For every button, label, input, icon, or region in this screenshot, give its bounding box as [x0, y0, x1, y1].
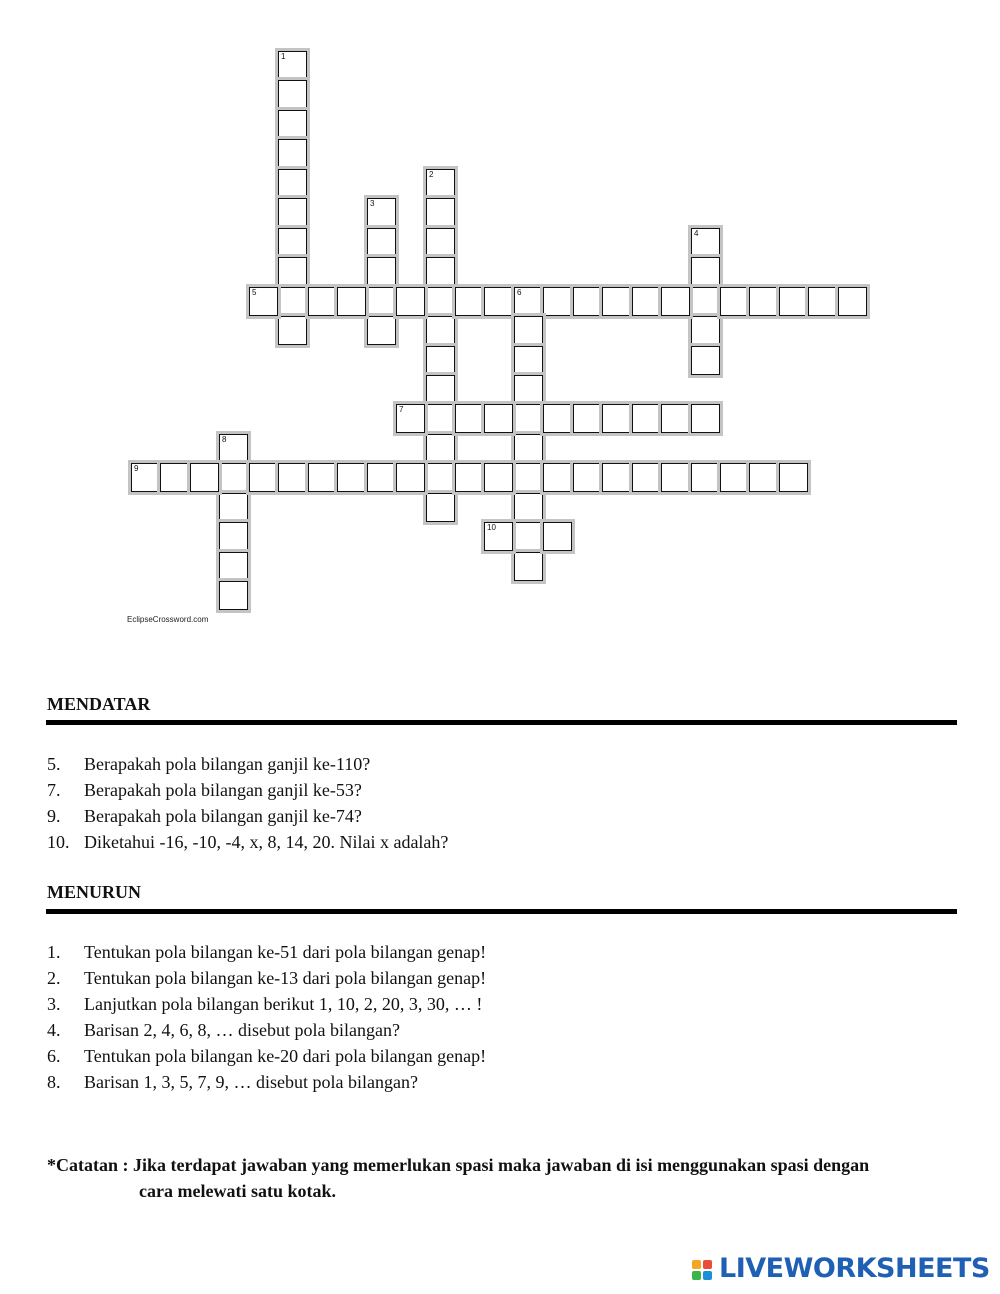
- crossword-cell[interactable]: [219, 434, 248, 463]
- crossword-cell[interactable]: [278, 257, 307, 286]
- clue-text: Barisan 1, 3, 5, 7, 9, … disebut pola bilangan?: [84, 1072, 418, 1092]
- crossword-cell[interactable]: [278, 110, 307, 139]
- crossword-cell[interactable]: [308, 463, 337, 492]
- clue-number: 4.: [47, 1020, 61, 1040]
- clue-number: 10.: [47, 832, 70, 852]
- crossword-cell[interactable]: [426, 493, 455, 522]
- crossword-cell[interactable]: [573, 404, 602, 433]
- clue-item: [47, 829, 448, 855]
- crossword-cell[interactable]: [720, 287, 749, 316]
- crossword-cell[interactable]: [455, 463, 484, 492]
- crossword-cell[interactable]: [396, 287, 425, 316]
- crossword-cell[interactable]: [543, 287, 572, 316]
- note-line-2: cara melewati satu kotak.: [139, 1181, 336, 1201]
- clue-item: [47, 1043, 486, 1069]
- crossword-cell[interactable]: [426, 316, 455, 345]
- crossword-cell[interactable]: [278, 139, 307, 168]
- crossword-cell[interactable]: [484, 287, 513, 316]
- clue-text: Berapakah pola bilangan ganjil ke-110?: [84, 754, 371, 774]
- crossword-cell[interactable]: [278, 316, 307, 345]
- crossword-cell[interactable]: [337, 287, 366, 316]
- crossword-cell[interactable]: [602, 404, 631, 433]
- crossword-cell[interactable]: [543, 463, 572, 492]
- crossword-cell[interactable]: [367, 287, 396, 316]
- clue-number: 8.: [47, 1072, 61, 1092]
- crossword-cell[interactable]: [337, 463, 366, 492]
- clue-item: [47, 991, 486, 1017]
- clue-number-label: 5: [252, 288, 257, 297]
- clue-number: 2.: [47, 968, 61, 988]
- crossword-cell[interactable]: [426, 404, 455, 433]
- crossword-cell[interactable]: [779, 463, 808, 492]
- clue-text: Diketahui -16, -10, -4, x, 8, 14, 20. Nilai x adalah?: [84, 832, 449, 852]
- crossword-cell[interactable]: [249, 463, 278, 492]
- crossword-cell[interactable]: [484, 463, 513, 492]
- crossword-cell[interactable]: [514, 316, 543, 345]
- crossword-cell[interactable]: [219, 522, 248, 551]
- crossword-cell[interactable]: [426, 346, 455, 375]
- crossword-cell[interactable]: [426, 375, 455, 404]
- crossword-cell[interactable]: [779, 287, 808, 316]
- crossword-cell[interactable]: [514, 434, 543, 463]
- clue-item: [47, 1017, 486, 1043]
- crossword-cell[interactable]: [661, 404, 690, 433]
- clue-number-label: 9: [134, 464, 139, 473]
- crossword-cell[interactable]: [514, 552, 543, 581]
- crossword-cell[interactable]: [455, 287, 484, 316]
- crossword-cell[interactable]: [514, 287, 543, 316]
- clue-item: [47, 965, 486, 991]
- crossword-cell[interactable]: [691, 316, 720, 345]
- crossword-cell[interactable]: [720, 463, 749, 492]
- crossword-cell[interactable]: [367, 316, 396, 345]
- crossword-cell[interactable]: [367, 463, 396, 492]
- crossword-cell[interactable]: [249, 287, 278, 316]
- note-line-1: *Catatan : Jika terdapat jawaban yang memerlukan spasi maka jawaban di isi menggunakan spasi dengan: [47, 1155, 870, 1175]
- crossword-cell[interactable]: [691, 346, 720, 375]
- menurun-title: MENURUN: [47, 882, 141, 902]
- crossword-cell[interactable]: [661, 463, 690, 492]
- crossword-cell[interactable]: [278, 463, 307, 492]
- crossword-cell[interactable]: [691, 228, 720, 257]
- crossword-cell[interactable]: [426, 198, 455, 227]
- clue-text: Tentukan pola bilangan ke-51 dari pola bilangan genap!: [84, 942, 487, 962]
- crossword-cell[interactable]: [543, 404, 572, 433]
- crossword-cell[interactable]: [219, 463, 248, 492]
- clue-number-label: 3: [370, 199, 375, 208]
- crossword-cell[interactable]: [514, 463, 543, 492]
- liveworksheets-logo-icon: [692, 1260, 718, 1286]
- crossword-cell[interactable]: [278, 228, 307, 257]
- crossword-grid: [0, 0, 1000, 640]
- crossword-cell[interactable]: [691, 287, 720, 316]
- clue-number: 7.: [47, 780, 61, 800]
- crossword-cell[interactable]: [278, 198, 307, 227]
- crossword-cell[interactable]: [632, 287, 661, 316]
- clue-number-label: 10: [487, 523, 496, 532]
- crossword-cell[interactable]: [367, 228, 396, 257]
- crossword-cell[interactable]: [278, 80, 307, 109]
- crossword-cell[interactable]: [367, 257, 396, 286]
- crossword-cell[interactable]: [426, 463, 455, 492]
- eclipse-credit: EclipseCrossword.com: [127, 615, 209, 624]
- crossword-cell[interactable]: [367, 198, 396, 227]
- crossword-cell[interactable]: [602, 463, 631, 492]
- crossword-cell[interactable]: [190, 463, 219, 492]
- crossword-cell[interactable]: [455, 404, 484, 433]
- crossword-cell[interactable]: [691, 257, 720, 286]
- clue-number: 1.: [47, 942, 61, 962]
- crossword-cell[interactable]: [838, 287, 867, 316]
- crossword-cell[interactable]: [573, 463, 602, 492]
- menurun-clue-list: [47, 939, 486, 1095]
- mendatar-clue-list: [47, 751, 448, 855]
- crossword-cell[interactable]: [691, 404, 720, 433]
- crossword-cell[interactable]: [514, 404, 543, 433]
- clue-text: Tentukan pola bilangan ke-20 dari pola bilangan genap!: [84, 1046, 487, 1066]
- clue-item: [47, 939, 486, 965]
- clue-number-label: 7: [399, 405, 404, 414]
- liveworksheets-logo-text: LIVEWORKSHEETS: [719, 1253, 990, 1284]
- crossword-cell[interactable]: [602, 287, 631, 316]
- clue-text: Berapakah pola bilangan ganjil ke-74?: [84, 806, 362, 826]
- crossword-cell[interactable]: [426, 257, 455, 286]
- crossword-cell[interactable]: [396, 463, 425, 492]
- clue-number-label: 8: [222, 435, 227, 444]
- crossword-cell[interactable]: [514, 346, 543, 375]
- clue-number-label: 1: [281, 52, 286, 61]
- mendatar-divider: [46, 720, 957, 725]
- crossword-cell[interactable]: [308, 287, 337, 316]
- crossword-cell[interactable]: [426, 228, 455, 257]
- clue-number-label: 4: [694, 229, 699, 238]
- clue-number-label: 2: [429, 170, 434, 179]
- crossword-cell[interactable]: [661, 287, 690, 316]
- crossword-cell[interactable]: [514, 375, 543, 404]
- crossword-cell[interactable]: [131, 463, 160, 492]
- clue-number: 9.: [47, 806, 61, 826]
- crossword-cell[interactable]: [543, 522, 572, 551]
- crossword-cell[interactable]: [426, 287, 455, 316]
- crossword-cell[interactable]: [160, 463, 189, 492]
- crossword-cell[interactable]: [396, 404, 425, 433]
- crossword-cell[interactable]: [632, 463, 661, 492]
- crossword-cell[interactable]: [691, 463, 720, 492]
- clue-number-label: 6: [517, 288, 522, 297]
- crossword-cell[interactable]: [573, 287, 602, 316]
- crossword-cell[interactable]: [278, 287, 307, 316]
- clue-text: Berapakah pola bilangan ganjil ke-53?: [84, 780, 362, 800]
- crossword-cell[interactable]: [278, 169, 307, 198]
- crossword-cell[interactable]: [514, 522, 543, 551]
- crossword-cell[interactable]: [749, 287, 778, 316]
- crossword-cell[interactable]: [426, 434, 455, 463]
- clue-number: 3.: [47, 994, 61, 1014]
- crossword-cell[interactable]: [484, 522, 513, 551]
- clue-item: [47, 1069, 486, 1095]
- clue-item: [47, 777, 448, 803]
- clue-number: 5.: [47, 754, 61, 774]
- crossword-cell[interactable]: [219, 493, 248, 522]
- clue-item: [47, 751, 448, 777]
- clue-item: [47, 803, 448, 829]
- menurun-divider: [46, 909, 957, 914]
- crossword-cell[interactable]: [484, 404, 513, 433]
- crossword-cell[interactable]: [278, 51, 307, 80]
- crossword-cell[interactable]: [219, 581, 248, 610]
- crossword-cell[interactable]: [219, 552, 248, 581]
- clue-text: Barisan 2, 4, 6, 8, … disebut pola bilangan?: [84, 1020, 400, 1040]
- note: [47, 1152, 962, 1204]
- clue-text: Lanjutkan pola bilangan berikut 1, 10, 2, 20, 3, 30, … !: [84, 994, 483, 1014]
- crossword-cell[interactable]: [514, 493, 543, 522]
- mendatar-title: MENDATAR: [47, 694, 151, 714]
- crossword-cell[interactable]: [426, 169, 455, 198]
- crossword-cell[interactable]: [632, 404, 661, 433]
- clue-number: 6.: [47, 1046, 61, 1066]
- crossword-cell[interactable]: [749, 463, 778, 492]
- clue-text: Tentukan pola bilangan ke-13 dari pola bilangan genap!: [84, 968, 487, 988]
- crossword-cell[interactable]: [808, 287, 837, 316]
